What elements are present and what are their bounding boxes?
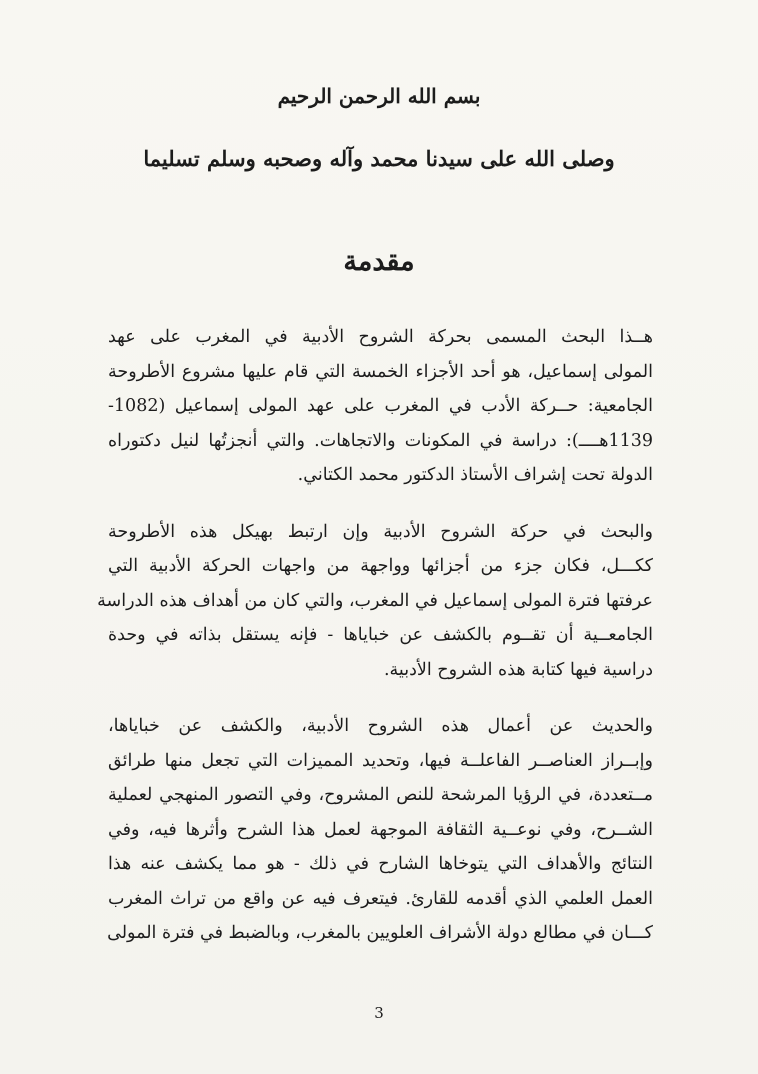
paragraph-line: النتائج والأهداف التي يتوخاها الشارح في ذلك - هو مما يكشف عنه هذا <box>108 854 653 874</box>
section-heading: مقدمة <box>343 246 415 277</box>
paragraph-line: عرفتها فترة المولى إسماعيل في المغرب، والتي كان من أهداف هذه الدراسة <box>97 590 653 611</box>
paragraph-line: كـــان في مطالع دولة الأشراف العلويين بالمغرب، وبالضبط في فترة المولى <box>107 923 653 943</box>
paragraph-line: العمل العلمي الذي أقدمه للقارئ. فيتعرف فيه عن واقع من تراث المغرب <box>108 888 653 909</box>
paragraph-line: الجامعــية أن تقــوم بالكشف عن خباياها - فإنه يستقل بذاته في وحدة <box>108 625 653 645</box>
paragraph-3 <box>108 709 653 951</box>
paragraph-line: الشــرح، وفي نوعــية الثقافة الموجهة لعمل هذا الشرح وأثرها فيه، وفي <box>108 819 653 840</box>
paragraph-line: هــذا البحث المسمى بحركة الشروح الأدبية في المغرب على عهد <box>108 327 653 347</box>
paragraph-line: والبحث في حركة الشروح الأدبية وإن ارتبط بهيكل هذه الأطروحة <box>108 521 653 542</box>
paragraph-2 <box>97 515 653 688</box>
paragraph-line: الدولة تحت إشراف الأستاذ الدكتور محمد الكتاني. <box>297 465 653 485</box>
paragraph-line: الجامعية: حــركة الأدب في المغرب على عهد المولى إسماعيل (1082- <box>108 396 653 416</box>
paragraph-line: ككـــل، فكان جزء من أجزائها وواجهة من واجهات الحركة الأدبية التي <box>108 556 653 576</box>
paragraph-line: المولى إسماعيل، هو أحد الأجزاء الخمسة التي قام عليها مشروع الأطروحة <box>108 361 653 382</box>
salat-line: وصلى الله على سيدنا محمد وآله وصحبه وسلم تسليما <box>143 146 615 171</box>
paragraph-1 <box>108 320 653 493</box>
paragraph-line: دراسية فيها كتابة هذه الشروح الأدبية. <box>383 659 653 680</box>
paragraph-line: مــتعددة، في الرؤيا المرشحة للنص المشروح، وفي التصور المنهجي لعملية <box>108 785 653 805</box>
paragraph-line: 1139هــــ): دراسة في المكونات والاتجاهات. والتي أنجزتُها لنيل دكتوراه <box>108 430 653 451</box>
basmala-line: بسم الله الرحمن الرحيم <box>277 84 481 108</box>
paragraph-line: وإبــراز العناصــر الفاعلــة فيها، وتحديد المميزات التي تجعل منها طرائق <box>108 750 653 771</box>
page-number: 3 <box>374 1004 384 1022</box>
paragraph-line: والحديث عن أعمال هذه الشروح الأدبية، والكشف عن خباياها، <box>108 716 653 736</box>
body-text <box>97 320 653 973</box>
